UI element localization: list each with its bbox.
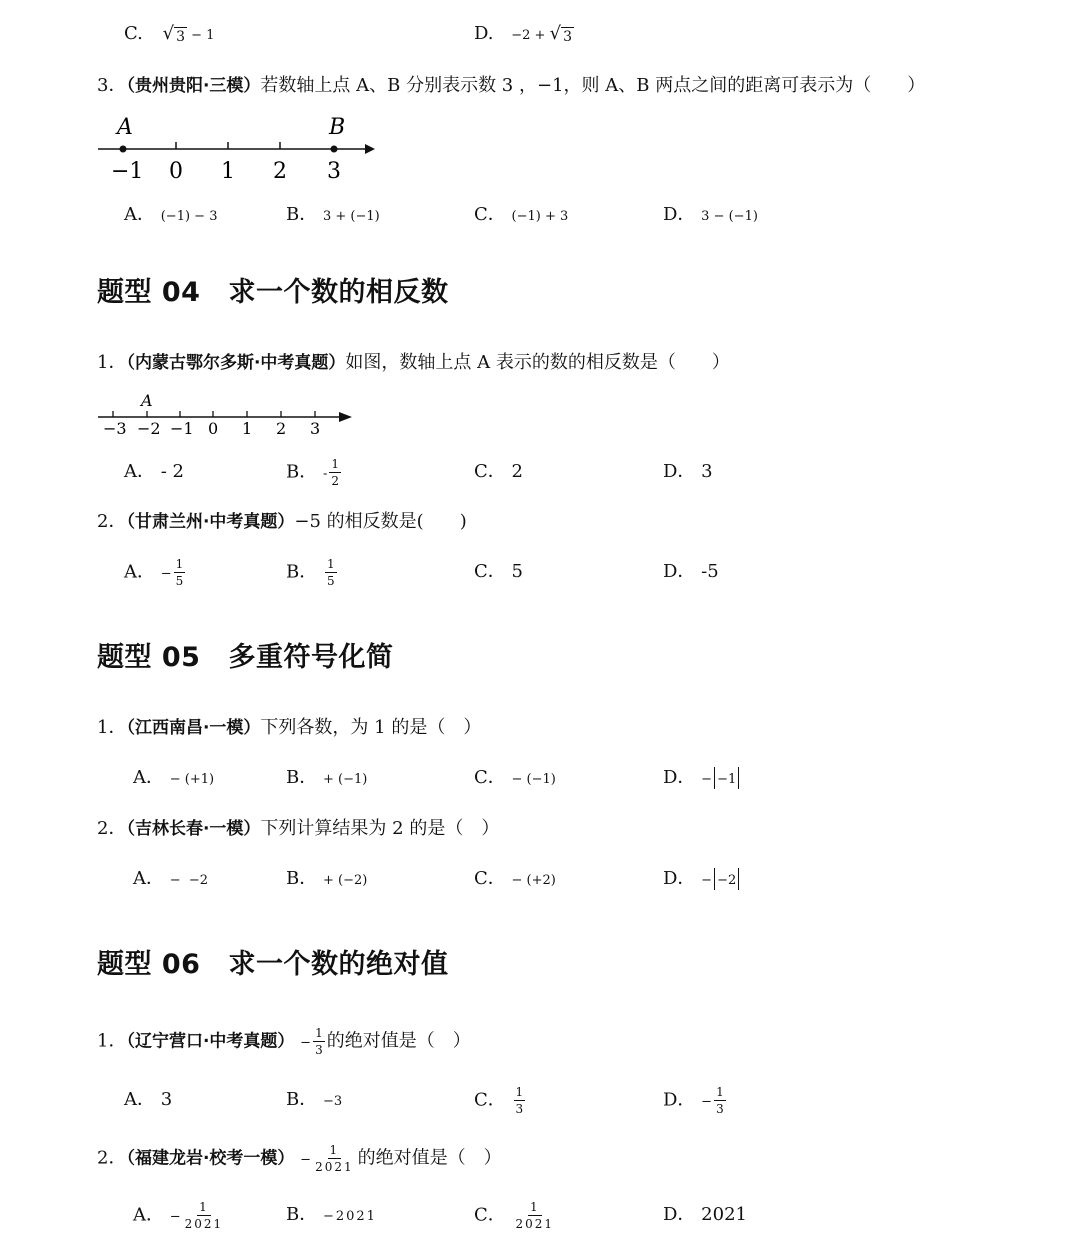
- number-line: [95, 388, 360, 440]
- option-c[interactable]: C． − (−1): [474, 767, 556, 788]
- option-a[interactable]: A． − $\frac{1}{5}$: [124, 557, 184, 588]
- option-c[interactable]: C． − (+2): [474, 868, 556, 889]
- section-heading: 题型 06 求一个数的绝对值: [97, 949, 449, 980]
- option-b[interactable]: B． + (−2): [286, 868, 368, 889]
- option-a[interactable]: A． − $\frac{1}{2021}$: [133, 1200, 224, 1231]
- point-a-label: A: [141, 391, 153, 410]
- option-b[interactable]: B． + (−1): [286, 767, 368, 788]
- tick-label: 3: [310, 419, 321, 438]
- option-d[interactable]: D． 3: [663, 461, 713, 482]
- section-heading: 题型 04 求一个数的相反数: [97, 277, 449, 308]
- question-stem: 2．（福建龙岩·校考一模） − $\frac{1}{2021}$ 的绝对值是（ ）: [97, 1143, 502, 1174]
- option-a[interactable]: A． − (+1): [133, 767, 215, 788]
- fraction: $\frac{1}{5}$: [326, 557, 335, 588]
- number-line-ticks: [176, 142, 280, 149]
- option-d[interactable]: D． − −1: [663, 766, 741, 792]
- option-a[interactable]: A． (−1) − 3: [124, 204, 218, 225]
- tick-label: 2: [276, 419, 287, 438]
- option-b[interactable]: B． −2021: [286, 1204, 377, 1225]
- option-d[interactable]: D． 3 − (−1): [663, 204, 758, 225]
- option-d[interactable]: D． -5: [663, 561, 719, 582]
- option-c[interactable]: C． (−1) + 3: [474, 204, 569, 225]
- section-heading: 题型 05 多重符号化简: [97, 642, 394, 673]
- option-a[interactable]: A． 3: [124, 1089, 173, 1110]
- option-d[interactable]: D． − −2: [663, 867, 741, 893]
- option-d[interactable]: D． 2021: [663, 1204, 747, 1225]
- option-a[interactable]: A． - 2: [124, 461, 184, 482]
- tick-label: 0: [208, 419, 219, 438]
- option-c[interactable]: C． 2: [474, 461, 523, 482]
- point-b-dot: [331, 146, 338, 153]
- option-d[interactable]: D. −2 + √ 3: [474, 23, 572, 45]
- question-stem: 2．（甘肃兰州·中考真题）−5 的相反数是( ): [97, 511, 467, 532]
- point-a-dot: [120, 146, 127, 153]
- tick-label: −1: [111, 159, 144, 184]
- question-stem: 1．（江西南昌·一模）下列各数，为 1 的是（ ）: [97, 717, 482, 738]
- fraction: $\frac{1}{3}$: [315, 1026, 323, 1057]
- fraction: $\frac{1}{2021}$: [315, 1143, 354, 1174]
- point-b-label: B: [329, 115, 346, 140]
- option-d[interactable]: D． − $\frac{1}{3}$: [663, 1085, 724, 1116]
- tick-label: 1: [242, 419, 253, 438]
- point-a-label: A: [117, 115, 133, 140]
- tick-label: 3: [327, 159, 341, 184]
- sqrt-expression: √ 3: [549, 23, 572, 45]
- number-line-ticks: [113, 411, 315, 417]
- option-c[interactable]: C． 5: [474, 561, 523, 582]
- option-b[interactable]: B． −3: [286, 1089, 343, 1110]
- tick-label: 0: [169, 159, 183, 184]
- fraction: $\frac{1}{2021}$: [515, 1200, 555, 1231]
- option-b[interactable]: B． 3 + (−1): [286, 204, 380, 225]
- fraction: $\frac{1}{3}$: [716, 1085, 724, 1116]
- tick-label: 1: [221, 159, 235, 184]
- option-c[interactable]: C. √ 3 − 1: [124, 23, 215, 45]
- fraction: $\frac{1}{3}$: [515, 1085, 524, 1116]
- tick-label: −1: [170, 419, 194, 438]
- question-stem: 2．（吉林长春·一模）下列计算结果为 2 的是（ ）: [97, 818, 500, 839]
- option-b[interactable]: B． - $\frac{1}{2}$: [286, 457, 340, 488]
- tick-label: −3: [103, 419, 127, 438]
- tick-label: 2: [273, 159, 287, 184]
- option-c[interactable]: C． $\frac{1}{2021}$: [474, 1200, 555, 1231]
- number-line: [95, 112, 380, 187]
- option-a[interactable]: A． − −2: [133, 868, 209, 889]
- option-c[interactable]: C． $\frac{1}{3}$: [474, 1085, 524, 1116]
- sqrt-expression: √ 3: [162, 23, 185, 45]
- question-stem: 1．（内蒙古鄂尔多斯·中考真题）如图，数轴上点 A 表示的数的相反数是（ ）: [97, 352, 730, 373]
- fraction: $\frac{1}{2021}$: [184, 1200, 224, 1231]
- tick-label: −2: [137, 419, 161, 438]
- fraction: $\frac{1}{2}$: [331, 457, 340, 488]
- option-b[interactable]: B． $\frac{1}{5}$: [286, 557, 335, 588]
- question-stem: 3．（贵州贵阳·三模）若数轴上点 A、B 分别表示数 3 ，−1，则 A、B 两点之间的距离可表示为（ ）: [97, 75, 926, 96]
- fraction: $\frac{1}{5}$: [175, 557, 184, 588]
- question-stem: 1．（辽宁营口·中考真题） − $\frac{1}{3}$ 的绝对值是（ ）: [97, 1026, 471, 1057]
